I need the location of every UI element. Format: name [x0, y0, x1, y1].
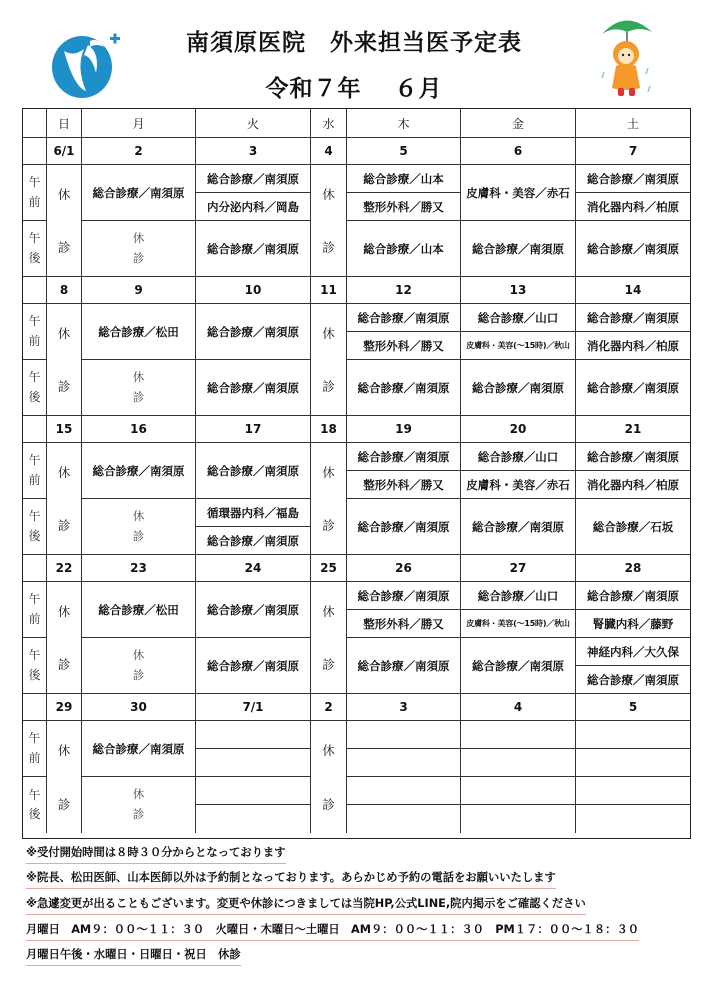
tue-pm-1: 循環器内科／福島 [196, 499, 311, 527]
sat-pm: 総合診療／石坂 [576, 499, 690, 555]
pm-label-part: 午 [28, 787, 41, 802]
day-header: 水 [311, 109, 347, 138]
date-cell: 21 [576, 416, 690, 443]
tue-pm: 総合診療／南須原 [196, 221, 311, 277]
date-cell: 13 [461, 277, 576, 304]
mascot-umbrella-icon [596, 12, 658, 104]
thu-am-1: 総合診療／山本 [347, 165, 461, 193]
monday-pm-closed-part: 休 [132, 230, 145, 245]
monday-pm-closed [82, 638, 196, 694]
date-cell: 26 [347, 555, 461, 582]
thu-am-2: 整形外科／勝又 [347, 471, 461, 499]
fri-am-2: 皮膚科・美容(～15時)／秋山 [461, 610, 576, 638]
sunday-closed [47, 165, 82, 277]
am-label-part: 前 [28, 611, 41, 626]
day-header: 火 [196, 109, 311, 138]
sunday-closed-part: 休 [57, 743, 71, 758]
wednesday-closed [311, 721, 347, 833]
wednesday-closed [311, 304, 347, 416]
corner-cell [23, 109, 47, 138]
pm-label [23, 360, 47, 416]
fri-am-2: 皮膚科・美容／赤石 [461, 471, 576, 499]
date-cell: 16 [82, 416, 196, 443]
date-cell: 18 [311, 416, 347, 443]
pm-label [23, 777, 47, 833]
pm-label [23, 638, 47, 694]
pm-label-part: 後 [28, 389, 41, 404]
pm-label-part: 午 [28, 370, 41, 385]
fri-am: 皮膚科・美容／赤石 [461, 165, 576, 221]
thu-am-1: 総合診療／南須原 [347, 443, 461, 471]
am-label [23, 443, 47, 499]
fri-pm: 総合診療／南須原 [461, 499, 576, 555]
sat-pm: 総合診療／南須原 [576, 221, 690, 277]
sat-pm-empty [576, 777, 690, 805]
day-header: 月 [82, 109, 196, 138]
date-cell: 22 [47, 555, 82, 582]
thu-am-2: 整形外科／勝又 [347, 332, 461, 360]
note-hours: 月曜日 AM９：００～１１：３０ 火曜日・木曜日～土曜日 AM９：００～１１：３０ PM１７：００～１８：３０ [26, 921, 639, 941]
monday-pm-closed [82, 777, 196, 833]
date-corner [23, 138, 47, 165]
tue-pm-empty [196, 777, 311, 805]
tue-pm-2: 総合診療／南須原 [196, 527, 311, 555]
sat-am-2: 消化器内科／柏原 [576, 471, 690, 499]
am-label-part: 前 [28, 472, 41, 487]
date-cell: 4 [461, 694, 576, 721]
am-label-part: 午 [28, 314, 41, 329]
sunday-closed-part: 休 [57, 187, 71, 202]
am-label [23, 582, 47, 638]
wednesday-closed [311, 582, 347, 694]
sunday-closed [47, 443, 82, 555]
date-cell: 8 [47, 277, 82, 304]
pm-label-part: 後 [28, 528, 41, 543]
date-cell: 19 [347, 416, 461, 443]
tue-am: 総合診療／南須原 [196, 304, 311, 360]
date-cell: 14 [576, 277, 690, 304]
note-reception: ※受付開始時間は８時３０分からとなっております [26, 844, 286, 864]
date-cell: 15 [47, 416, 82, 443]
wednesday-closed [311, 443, 347, 555]
date-cell: 25 [311, 555, 347, 582]
thu-pm: 総合診療／南須原 [347, 638, 461, 694]
monday-am: 総合診療／南須原 [82, 165, 196, 221]
thu-am-1: 総合診療／南須原 [347, 582, 461, 610]
tue-pm-empty [196, 805, 311, 833]
page-title: 南須原医院 外来担当医予定表 [186, 30, 522, 56]
am-label-part: 午 [28, 592, 41, 607]
date-cell: 29 [47, 694, 82, 721]
sunday-closed-part: 診 [57, 657, 71, 672]
date-cell: 3 [347, 694, 461, 721]
wednesday-closed-part: 休 [322, 465, 335, 480]
fri-am-2: 皮膚科・美容(～15時)／秋山 [461, 332, 576, 360]
pm-label-part: 午 [28, 231, 41, 246]
monday-am: 総合診療／南須原 [82, 721, 196, 777]
date-cell: 3 [196, 138, 311, 165]
day-header: 日 [47, 109, 82, 138]
monday-am: 総合診療／南須原 [82, 443, 196, 499]
sat-pm-1: 神経内科／大久保 [576, 638, 690, 666]
sunday-closed [47, 721, 82, 833]
date-cell: 4 [311, 138, 347, 165]
wednesday-closed-part: 休 [322, 604, 335, 619]
date-cell: 24 [196, 555, 311, 582]
sat-pm: 総合診療／南須原 [576, 360, 690, 416]
thu-pm-empty [347, 777, 461, 805]
sat-am-2: 消化器内科／柏原 [576, 193, 690, 221]
thu-pm-empty [347, 805, 461, 833]
tue-am-2: 内分泌内科／岡島 [196, 193, 311, 221]
date-corner [23, 416, 47, 443]
date-cell: 23 [82, 555, 196, 582]
monday-pm-closed-part: 診 [132, 389, 145, 404]
date-cell: 28 [576, 555, 690, 582]
date-cell: 2 [82, 138, 196, 165]
date-corner [23, 555, 47, 582]
sat-am-1: 総合診療／南須原 [576, 304, 690, 332]
am-label-part: 午 [28, 731, 41, 746]
pm-label-part: 後 [28, 807, 41, 821]
pm-label-part: 午 [28, 648, 41, 663]
wednesday-closed-part: 休 [322, 187, 335, 202]
thu-am-2: 整形外科／勝又 [347, 610, 461, 638]
sunday-closed-part: 診 [57, 797, 71, 812]
sunday-closed [47, 304, 82, 416]
sat-am-1: 総合診療／南須原 [576, 165, 690, 193]
date-cell: 6 [461, 138, 576, 165]
thu-am-empty [347, 749, 461, 777]
monday-pm-closed [82, 360, 196, 416]
am-label-part: 前 [28, 750, 41, 765]
day-header: 土 [576, 109, 690, 138]
thu-am-empty [347, 721, 461, 749]
pm-label-part: 後 [28, 250, 41, 265]
fri-pm-empty [461, 805, 576, 833]
fri-am-1: 総合診療／山口 [461, 443, 576, 471]
am-label [23, 304, 47, 360]
fri-am-1: 総合診療／山口 [461, 304, 576, 332]
sunday-closed-part: 診 [57, 240, 71, 255]
monday-pm-closed-part: 診 [132, 250, 145, 265]
monday-pm-closed-part: 診 [132, 807, 145, 821]
wednesday-closed-part: 診 [322, 240, 335, 255]
pm-label-part: 午 [28, 509, 41, 524]
thu-pm: 総合診療／山本 [347, 221, 461, 277]
date-cell: 2 [311, 694, 347, 721]
date-cell: 6/1 [47, 138, 82, 165]
clinic-logo-icon [46, 27, 126, 99]
tue-am: 総合診療／南須原 [196, 582, 311, 638]
date-cell: 5 [347, 138, 461, 165]
monday-pm-closed-part: 休 [132, 787, 145, 802]
date-cell: 9 [82, 277, 196, 304]
tue-am-empty [196, 721, 311, 749]
date-cell: 12 [347, 277, 461, 304]
sat-am-1: 総合診療／南須原 [576, 582, 690, 610]
month-title: 令和７年 ６月 [265, 76, 443, 102]
monday-pm-closed-part: 休 [132, 647, 145, 662]
wednesday-closed-part: 診 [322, 379, 335, 394]
sat-am-empty [576, 721, 690, 749]
thu-am-2: 整形外科／勝又 [347, 193, 461, 221]
sunday-closed [47, 582, 82, 694]
wednesday-closed-part: 休 [322, 743, 335, 758]
date-cell: 11 [311, 277, 347, 304]
note-closed-days: 月曜日午後・水曜日・日曜日・祝日 休診 [26, 946, 241, 966]
wednesday-closed-part: 診 [322, 797, 335, 812]
date-cell: 20 [461, 416, 576, 443]
pm-label [23, 221, 47, 277]
date-cell: 7 [576, 138, 690, 165]
fri-am-1: 総合診療／山口 [461, 582, 576, 610]
fri-pm: 総合診療／南須原 [461, 638, 576, 694]
thu-pm: 総合診療／南須原 [347, 360, 461, 416]
monday-pm-closed [82, 499, 196, 555]
note-reservation: ※院長、松田医師、山本医師以外は予約制となっております。あらかじめ予約の電話をお願いいたします [26, 869, 556, 889]
monday-pm-closed-part: 診 [132, 667, 145, 682]
am-label [23, 165, 47, 221]
date-corner [23, 694, 47, 721]
thu-am-1: 総合診療／南須原 [347, 304, 461, 332]
monday-am: 総合診療／松田 [82, 304, 196, 360]
date-cell: 7/1 [196, 694, 311, 721]
monday-pm-closed [82, 221, 196, 277]
am-label-part: 前 [28, 194, 41, 209]
sunday-closed-part: 休 [57, 326, 71, 341]
date-cell: 17 [196, 416, 311, 443]
date-cell: 5 [576, 694, 690, 721]
date-cell: 27 [461, 555, 576, 582]
am-label-part: 午 [28, 175, 41, 190]
fri-pm: 総合診療／南須原 [461, 360, 576, 416]
am-label-part: 午 [28, 453, 41, 468]
pm-label-part: 後 [28, 667, 41, 682]
schedule-table [22, 108, 691, 839]
sunday-closed-part: 診 [57, 379, 71, 394]
tue-pm: 総合診療／南須原 [196, 638, 311, 694]
sunday-closed-part: 休 [57, 604, 71, 619]
sat-am-2: 消化器内科／柏原 [576, 332, 690, 360]
date-corner [23, 277, 47, 304]
tue-am: 総合診療／南須原 [196, 443, 311, 499]
day-header: 木 [347, 109, 461, 138]
tue-am-empty [196, 749, 311, 777]
thu-pm: 総合診療／南須原 [347, 499, 461, 555]
am-label [23, 721, 47, 777]
fri-pm: 総合診療／南須原 [461, 221, 576, 277]
day-header: 金 [461, 109, 576, 138]
note-changes: ※急遽変更が出ることもございます。変更や休診につきましては当院HP,公式LINE,院内掲示をご確認ください [26, 895, 586, 915]
date-cell: 30 [82, 694, 196, 721]
monday-pm-closed-part: 診 [132, 528, 145, 543]
monday-pm-closed-part: 休 [132, 508, 145, 523]
fri-pm-empty [461, 777, 576, 805]
tue-pm: 総合診療／南須原 [196, 360, 311, 416]
wednesday-closed-part: 診 [322, 518, 335, 533]
fri-am-empty [461, 721, 576, 749]
sat-am-empty [576, 749, 690, 777]
sat-am-1: 総合診療／南須原 [576, 443, 690, 471]
date-cell: 10 [196, 277, 311, 304]
monday-am: 総合診療／松田 [82, 582, 196, 638]
pm-label [23, 499, 47, 555]
tue-am-1: 総合診療／南須原 [196, 165, 311, 193]
am-label-part: 前 [28, 333, 41, 348]
sat-pm-empty [576, 805, 690, 833]
monday-pm-closed-part: 休 [132, 369, 145, 384]
wednesday-closed [311, 165, 347, 277]
sunday-closed-part: 診 [57, 518, 71, 533]
sunday-closed-part: 休 [57, 465, 71, 480]
fri-am-empty [461, 749, 576, 777]
wednesday-closed-part: 診 [322, 657, 335, 672]
sat-pm-2: 総合診療／南須原 [576, 666, 690, 694]
wednesday-closed-part: 休 [322, 326, 335, 341]
sat-am-2: 腎臓内科／藤野 [576, 610, 690, 638]
